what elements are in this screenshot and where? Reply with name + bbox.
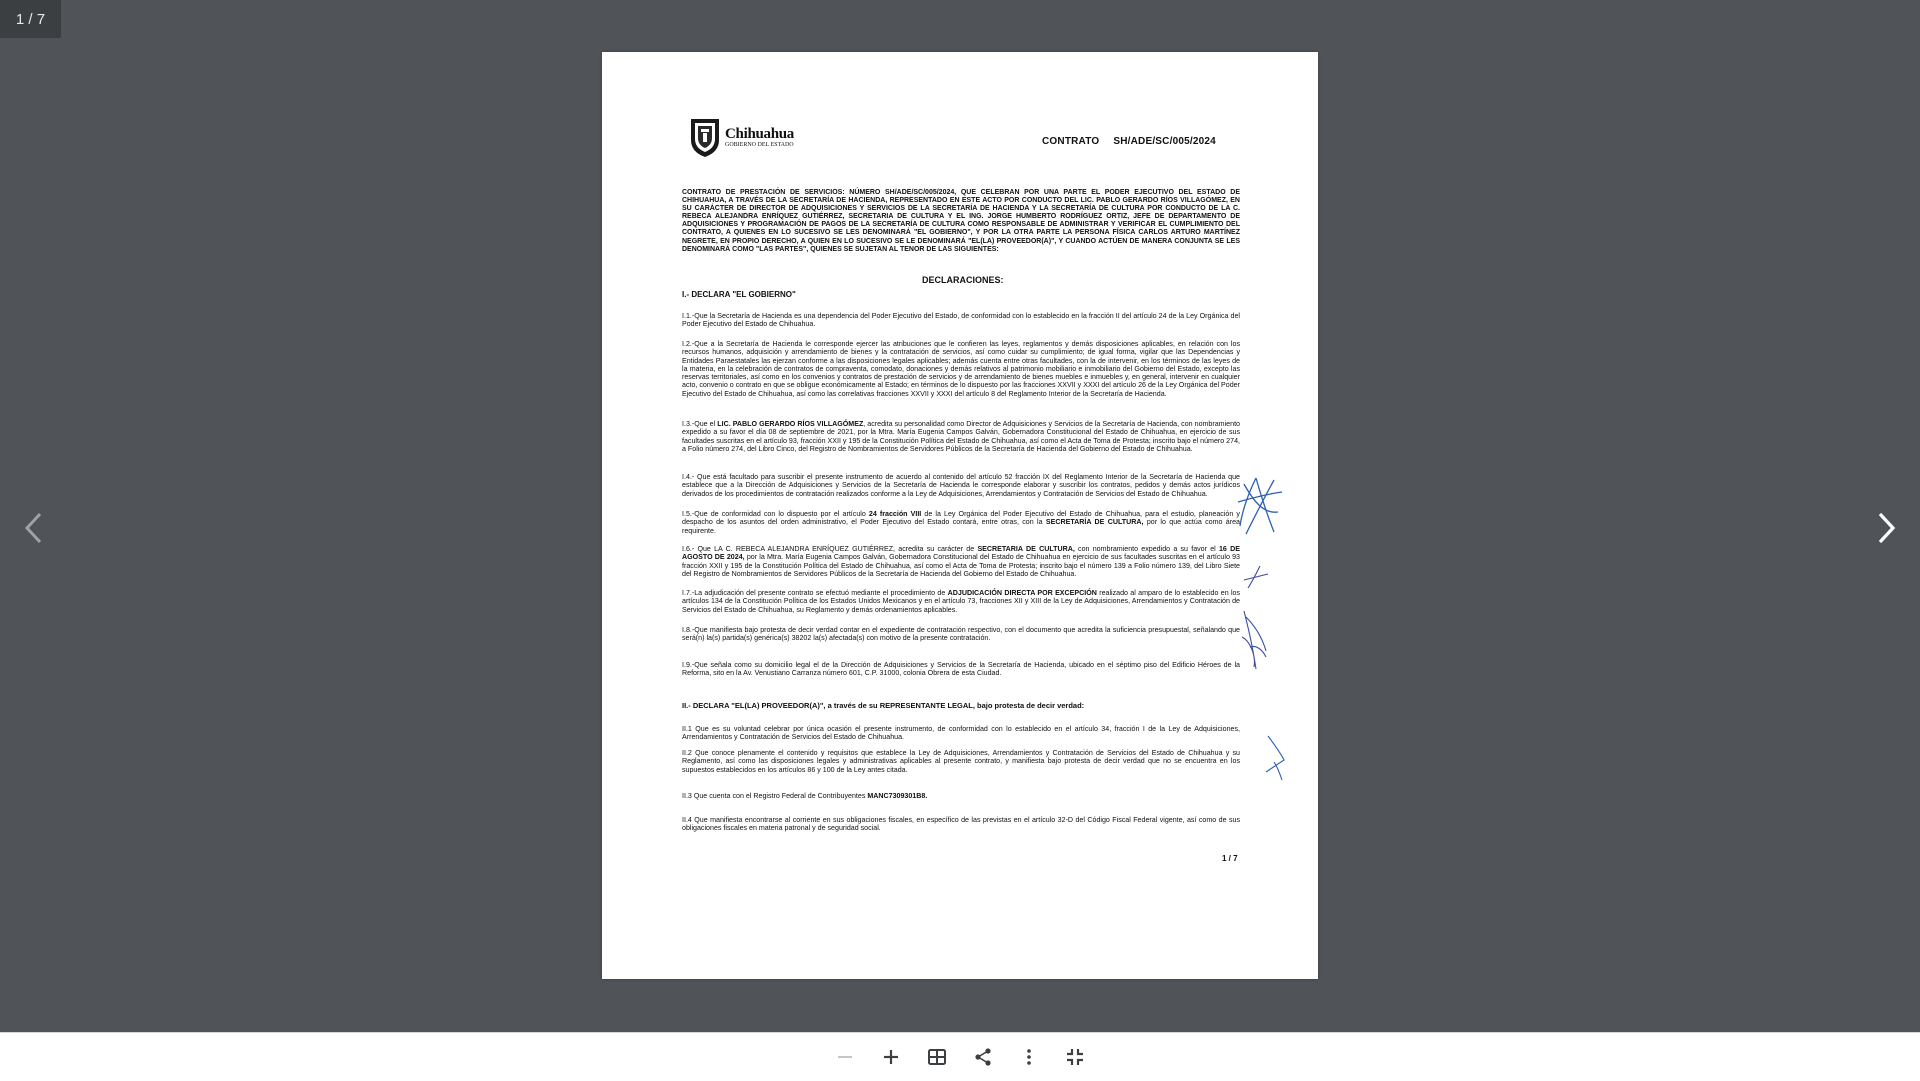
declaration-1-6 — [682, 545, 1240, 578]
text-segment: con nombramiento expedido a su favor el — [1078, 545, 1216, 553]
more-options-button[interactable] — [1010, 1038, 1048, 1076]
contract-code: SH/ADE/SC/005/2024 — [1113, 136, 1216, 147]
more-vert-icon — [1019, 1047, 1039, 1067]
text-segment: 24 fracción VIII — [868, 510, 922, 518]
declarations-heading: DECLARACIONES: — [922, 275, 1004, 285]
logo-title: Chihuahua — [725, 125, 795, 142]
plus-icon — [881, 1047, 901, 1067]
text-segment: ADJUDICACIÓN DIRECTA POR EXCEPCIÓN — [947, 589, 1097, 597]
zoom-in-button[interactable] — [872, 1038, 910, 1076]
previous-page-button[interactable] — [6, 500, 62, 556]
director-name: LIC. PABLO GERARDO RÍOS VILLAGÓMEZ — [717, 420, 864, 428]
text-segment: realizado al amparo de lo establecido en los artículos 134 de la Constitución Política de los Estados Unidos Mexicanos y en el artículo 73, fracciones XII y XIII de la Ley de Adquisiciones, Arrendamientos y Contratación de Servicios del Estado de Chihuahua, su Reglamento y demás ordenamientos aplicables. — [682, 589, 1241, 614]
signature-middle — [1236, 607, 1276, 677]
zoom-out-button[interactable] — [826, 1038, 864, 1076]
text-segment: I.6.- Que LA C. REBECA ALEJANDRA ENRÍQUEZ GUTIÉRREZ, acredita su carácter de — [682, 545, 975, 553]
viewer-toolbar — [0, 1032, 1920, 1081]
declaration-1-4: I.4.- Que está facultado para suscribir el presente instrumento de acuerdo al contenido del artículo 52 fracción IX del Reglamento Interior de la Secretaría de Hacienda que establece que a la Dirección de Adquisiciones y Servicios de la Secretaría de Hacienda le corresponde elaborar y suscribir los contratos, pedidos y demás actos jurídicos derivados de los procedimientos de contratación realizados conforme a la Ley de Adquisiciones, Arrendamientos y Contratación de Servicios del Estado de Chihuahua. — [682, 473, 1240, 498]
declaration-2-2: II.2 Que conoce plenamente el contenido y requisitos que establece la Ley de Adquisiciones, Arrendamientos y Contratación de Servicios del Estado de Chihuahua y su Reglamento, así como las disposiciones legales y administrativas aplicables al presente contrato, y manifiesta bajo protesta de decir verdad que no se encuentra en los supuestos establecidos en los artículos 86 y 100 de la Ley antes citada. — [682, 749, 1240, 774]
declaration-1-9: I.9.-Que señala como su domicilio legal el de la Dirección de Adquisiciones y Servicios de la Secretaría de Hacienda, ubicado en el séptimo piso del Edificio Héroes de la Reforma, sito en la Av. Venustiano Carranza número 601, C.P. 31000, colonia Obrera de esta Ciudad. — [682, 661, 1240, 678]
coat-of-arms-icon — [688, 116, 722, 158]
contract-number — [1042, 136, 1216, 147]
declaration-1-3 — [682, 420, 1240, 453]
text-segment: , acredita su personalidad como Director de Adquisiciones y Servicios de la Secretaría de Hacienda, con nombramiento expedido a su favor el día 08 de septiembre de 2021, por la Mtra. María Eugenia Campos Galván, Gobernadora Constitucional del Estado de Chihuahua, en ejercicio de sus facultades suscritas en el artículo 93, fracción XXII y 195 de la Constitución Política del Estado de Chihuahua, así como el Acta de Toma de Protesta; inscrito bajo el número 274, a Folio número 274, del Libro Cinco, del Registro de Nombramientos de Servidores Públicos de la Secretaría de Hacienda del Gobierno del Estado de Chihuahua. — [682, 420, 1240, 453]
signature-mark — [1242, 562, 1272, 592]
share-icon — [973, 1047, 993, 1067]
text-segment: I.7.-La adjudicación del presente contrato se efectuó mediante el procedimiento de — [682, 589, 946, 597]
chihuahua-logo — [688, 116, 794, 158]
next-page-button[interactable] — [1858, 500, 1914, 556]
text-segment: I.3.-Que el — [682, 420, 716, 428]
rfc-code: MANC7309301B8. — [867, 792, 928, 800]
logo-subtitle: GOBIERNO DEL ESTADO — [725, 141, 794, 148]
text-segment: SECRETARIA DE CULTURA, — [977, 545, 1075, 553]
contract-intro: CONTRATO DE PRESTACIÓN DE SERVICIOS: NÚMERO SH/ADE/SC/005/2024, QUE CELEBRAN POR UNA PARTE EL PODER EJECUTIVO DEL ESTADO DE CHIHUAHUA, A TRAVÉS DE LA SECRETARÍA DE HACIENDA, REPRESENTADO EN ESTE ACTO POR CONDUCTO DEL LIC. PABLO GERARDO RÍOS VILLAGÓMEZ, EN SU CARÁCTER DE DIRECTOR DE ADQUISICIONES Y SERVICIOS DE LA SECRETARÍA DE HACIENDA Y LA SECRETARÍA DE CULTURA POR CONDUCTO DE LA C. REBECA ALEJANDRA ENRÍQUEZ GUTIÉRREZ, SECRETARIA DE CULTURA Y EL ING. JORGE HUMBERTO RODRÍGUEZ ORTIZ, JEFE DE DEPARTAMENTO DE ADQUISICIONES Y PROGRAMACIÓN DE PAGOS DE LA SECRETARÍA DE CULTURA COMO RESPONSABLE DE ADMINISTRAR Y VERIFICAR EL CUMPLIMIENTO DEL CONTRATO, A QUIENES EN LO SUCESIVO SE LES DENOMINARÁ "EL GOBIERNO", Y POR LA OTRA PARTE LA PERSONA FÍSICA CARLOS ARTURO MARTÍNEZ NEGRETE, EN PROPIO DERECHO, A QUIEN EN LO SUCESIVO SE LE DENOMINARÁ "EL(LA) PROVEEDOR(A)", Y CUANDO ACTÚEN DE MANERA CONJUNTA SE LES DENOMINARÁ COMO "LAS PARTES", QUIENES SE SUJETAN AL TENOR DE LAS SIGUIENTES: — [682, 189, 1240, 253]
text-segment: 16 DE AGOSTO DE 2024, — [682, 545, 1240, 562]
chevron-left-icon — [22, 510, 46, 546]
declaration-1-5 — [682, 510, 1240, 535]
text-segment: de la Ley Orgánica del Poder Ejecutivo del Estado de Chihuahua, para el estudio, planeación y despacho de los asuntos del orden administrativo, el Poder Ejecutivo del Estado contará, entre otras, con la — [682, 510, 1240, 527]
contract-label: CONTRATO — [1042, 136, 1100, 147]
text-segment: I.5.-Que de conformidad con lo dispuesto por el artículo — [682, 510, 866, 518]
chevron-right-icon — [1874, 510, 1898, 546]
minus-icon — [835, 1047, 855, 1067]
declaration-1-7 — [682, 589, 1240, 614]
signature-bottom — [1262, 732, 1292, 782]
text-segment: II.3 Que cuenta con el Registro Federal de Contribuyentes — [682, 792, 866, 800]
grid-view-button[interactable] — [918, 1038, 956, 1076]
declaration-1-2: I.2.-Que a la Secretaría de Hacienda le corresponde ejercer las atribuciones que le confieren las leyes, reglamentos y demás disposiciones aplicables, en relación con los recursos humanos, adquisición y arrendamiento de bienes y la contratación de servicios, así como cuidar su cumplimiento; de igual forma, vigilar que las Dependencias y Entidades Paraestatales las ejerzan conforme a las disposiciones legales aplicables; además cuenta entre otras facultades, con la de intervenir, en los términos de las leyes de la materia, en la celebración de contratos de compraventa, comodato, donaciones y demás relativos al patrimonio mobiliario e inmobiliario del Gobierno del Estado, excepto las reservas territoriales, así como en los convenios y contratos de prestación de servicios y de arrendamiento de bienes muebles e inmuebles y, en general, intervenir en cualquier acto, convenio o contrato en que se obligue económicamente al Estado; en términos de lo dispuesto por las fracciones XXVII y XXXI del artículo 26 de la Ley Orgánica del Poder Ejecutivo del Estado de Chihuahua, así como las correlativas fracciones XXVII y XXXI del artículo 8 del Reglamento Interior de la Secretaría de Hacienda. — [682, 340, 1240, 398]
text-segment: por la Mtra. María Eugenia Campos Galván, Gobernadora Constitucional del Estado de Chihuahua en ejercicio de sus facultades suscritas en el artículo 93 fracción XXII y 195 de la Constitución Política del Estado de Chihuahua, así como el Acta de Toma de Protesta; inscrito bajo el número 139 a Folio número 139, del Libro Siete del Registro de Nombramientos de Servidores Públicos de la Secretaría de Hacienda del Gobierno del Estado de Chihuahua. — [682, 553, 1240, 578]
grid-icon — [927, 1047, 947, 1067]
share-button[interactable] — [964, 1038, 1002, 1076]
declaration-2-4: II.4 Que manifiesta encontrarse al corriente en sus obligaciones fiscales, en específico de las previstas en el artículo 32-D del Código Fiscal Federal vigente, así como de sus obligaciones fiscales en materia patronal y de seguridad social. — [682, 816, 1240, 833]
declaration-1-8: I.8.-Que manifiesta bajo protesta de decir verdad contar en el expediente de contratación respectivo, con el documento que acredita la suficiencia presupuestal, señalando que será(n) la(s) partida(s) genérica(s) 38202 la(s) afectada(s) con motivo de la presente contratación. — [682, 626, 1240, 643]
document-page — [602, 52, 1318, 979]
section-one-heading: I.- DECLARA "EL GOBIERNO" — [682, 290, 796, 299]
declaration-2-3 — [682, 792, 1240, 800]
declaration-2-1: II.1 Que es su voluntad celebrar por única ocasión el presente instrumento, de conformidad con lo establecido en el artículo 34, fracción I de la Ley de Adquisiciones, Arrendamientos y Contratación de Servicios del Estado de Chihuahua. — [682, 725, 1240, 742]
page-footer-number: 1 / 7 — [1222, 854, 1238, 863]
page-counter: 1 / 7 — [0, 0, 61, 38]
fullscreen-exit-icon — [1065, 1047, 1085, 1067]
signature-top — [1234, 472, 1294, 552]
exit-fullscreen-button[interactable] — [1056, 1038, 1094, 1076]
declaration-1-1: I.1.-Que la Secretaría de Hacienda es una dependencia del Poder Ejecutivo del Estado, de conformidad con lo establecido en la fracción II del artículo 24 de la Ley Orgánica del Poder Ejecutivo del Estado de Chihuahua. — [682, 312, 1240, 329]
section-two-heading: II.- DECLARA "EL(LA) PROVEEDOR(A)", a través de su REPRESENTANTE LEGAL, bajo protesta de decir verdad: — [682, 701, 1085, 710]
text-segment: por lo que actúa como área requirente. — [682, 518, 1240, 535]
text-segment: SECRETARÍA DE CULTURA, — [1045, 518, 1144, 527]
